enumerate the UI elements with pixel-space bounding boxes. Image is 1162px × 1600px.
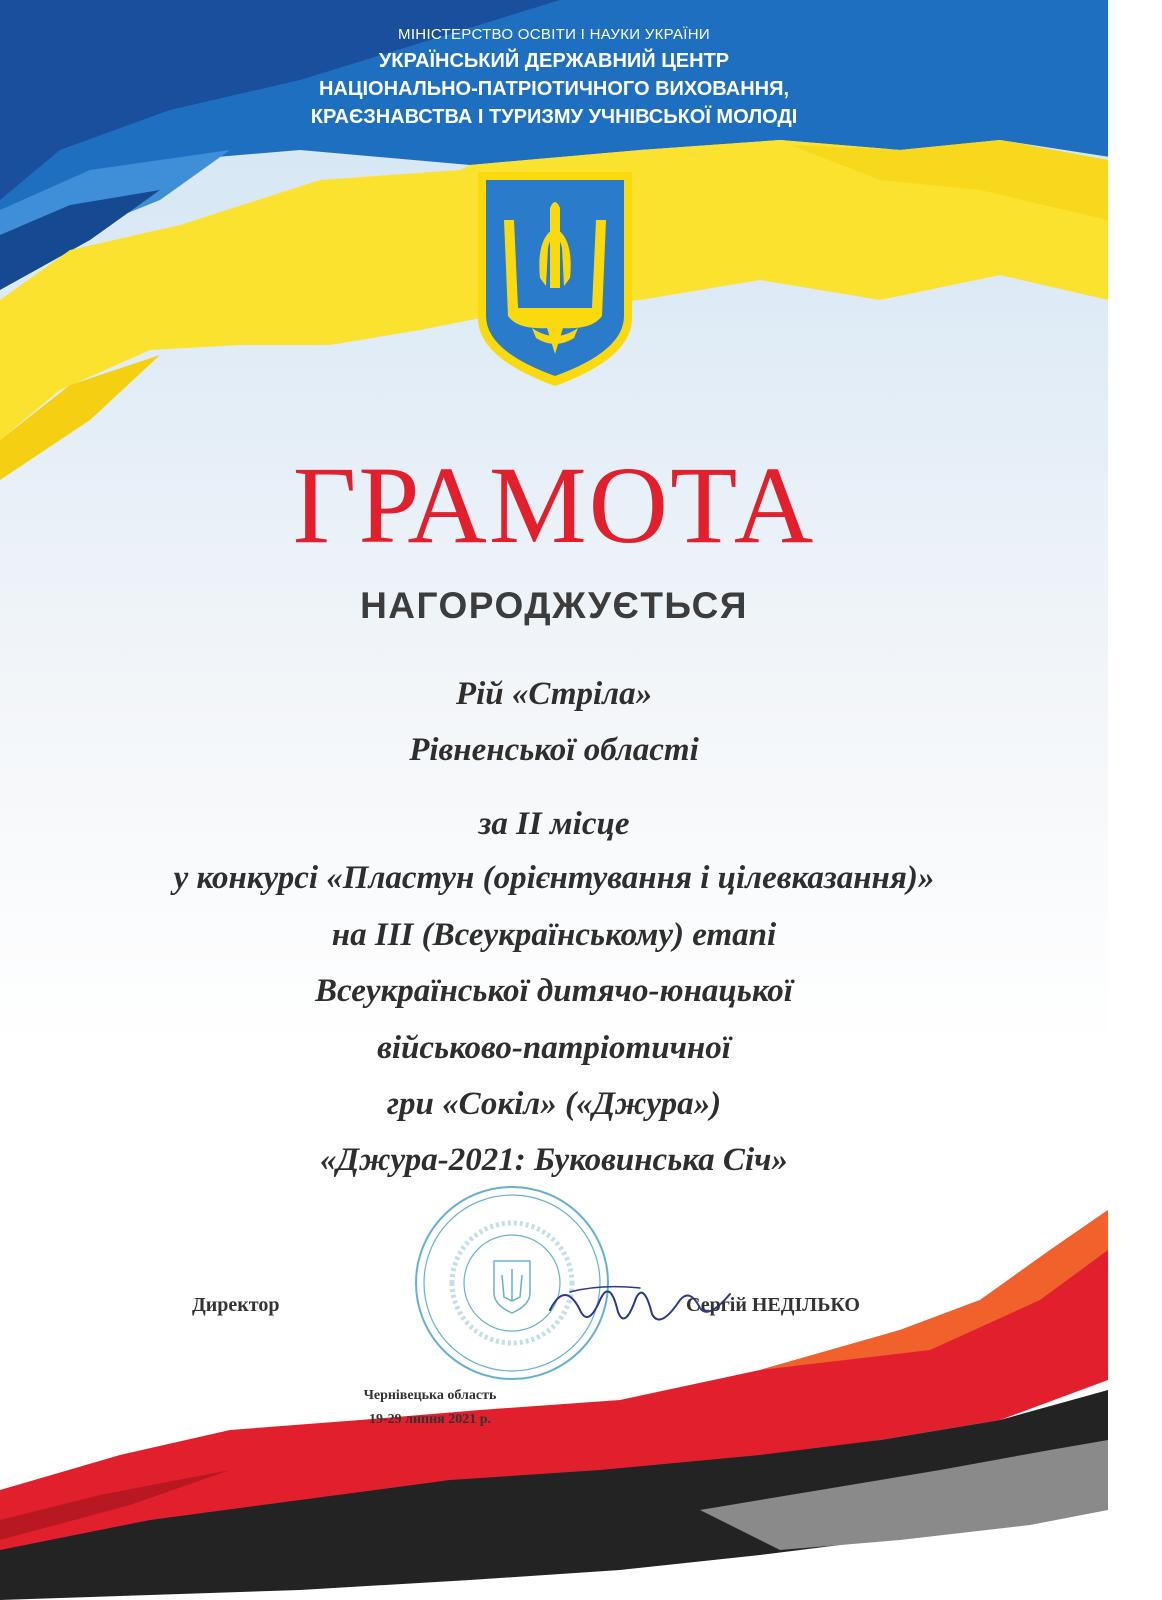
document-title: ГРАМОТА [292, 444, 816, 566]
award-line-5: військово-патріотичної [377, 1030, 731, 1066]
center-name-line-2: НАЦІОНАЛЬНО-ПАТРІОТИЧНОГО ВИХОВАННЯ, [318, 78, 790, 100]
center-name-line-3: КРАЄЗНАВСТВА І ТУРИЗМУ УЧНІВСЬКОЇ МОЛОДІ [310, 106, 798, 128]
ministry-name: МІНІСТЕРСТВО ОСВІТИ І НАУКИ УКРАЇНИ [398, 26, 710, 43]
award-line-7: «Джура-2021: Буковинська Січ» [320, 1142, 788, 1178]
award-line-1: за ІІ місце [478, 806, 630, 842]
award-line-4: Всеукраїнської дитячо-юнацької [315, 973, 793, 1009]
signatory-position: Директор [192, 1294, 280, 1316]
recipient-region: Рівненської області [409, 732, 699, 768]
awarded-heading: НАГОРОДЖУЄТЬСЯ [360, 585, 748, 626]
center-name-line-1: УКРАЇНСЬКИЙ ДЕРЖАВНИЙ ЦЕНТР [378, 50, 730, 72]
signatory-name: Сергій НЕДІЛЬКО [686, 1294, 860, 1316]
event-date: 19-29 липня 2021 р. [368, 1412, 492, 1427]
scan-margin [1108, 0, 1162, 1600]
event-place: Чернівецька область [363, 1388, 497, 1403]
coat-of-arms-icon [474, 168, 636, 390]
award-line-2: у конкурсі «Пластун (орієнтування і цілевказання)» [173, 860, 935, 896]
award-line-3: на ІІІ (Всеукраїнському) етапі [331, 917, 777, 953]
recipient-name: Рій «Стріла» [455, 676, 653, 712]
award-line-6: гри «Сокіл» («Джура») [386, 1086, 722, 1122]
